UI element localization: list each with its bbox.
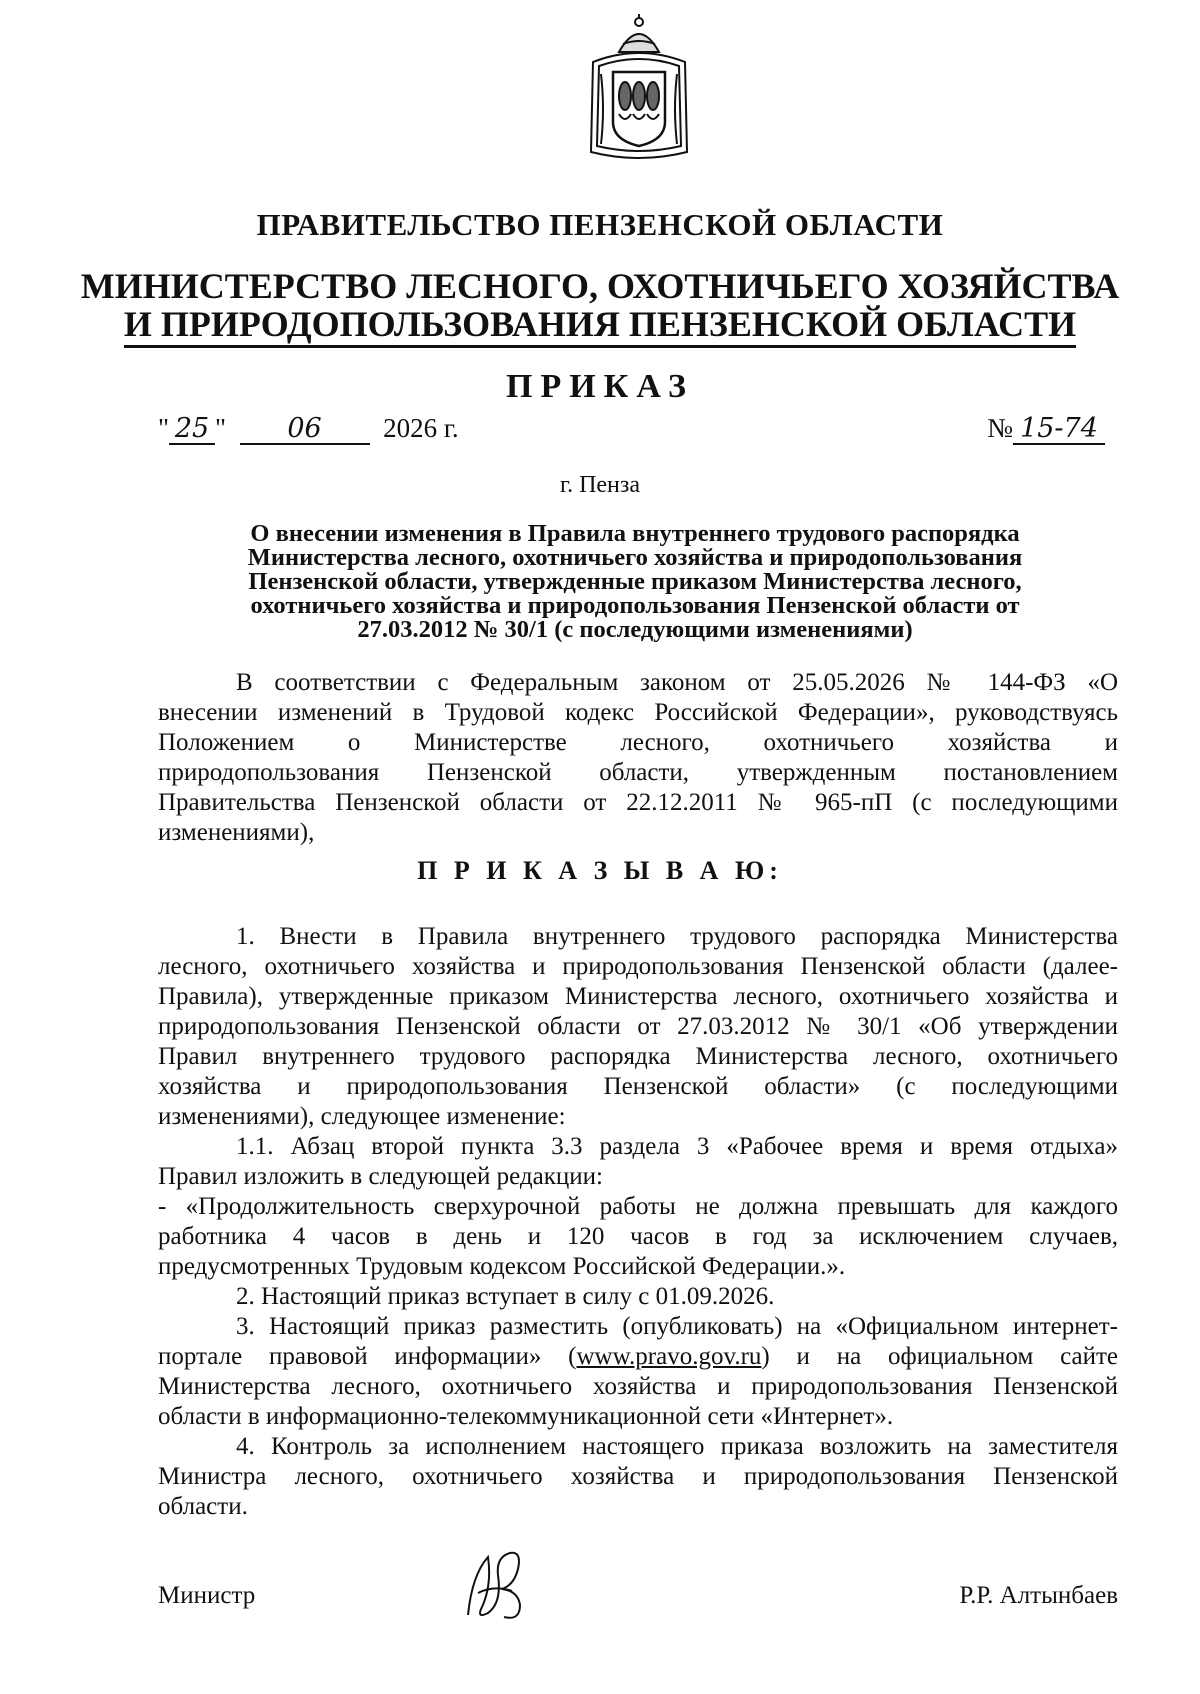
preamble-line: природопользования Пензенской области, утвержденным постановлением: [158, 759, 1118, 786]
clause-3-text-pre: портале правовой информации» (: [158, 1343, 577, 1370]
handwritten-signature-icon: [458, 1545, 538, 1630]
title-line: 27.03.2012 № 30/1 (с последующими изменениями): [357, 616, 913, 643]
pravo-gov-link[interactable]: www.pravo.gov.ru: [576, 1343, 762, 1370]
clause-line: [158, 1342, 1118, 1372]
order-year: 2026 г.: [383, 413, 459, 443]
title-line: Министерства лесного, охотничьего хозяйства и природопользования: [247, 544, 1023, 571]
clause-line: 2. Настоящий приказ вступает в силу с 01.09.2026.: [236, 1283, 775, 1310]
clause-line: Правила), утвержденные приказом Министерства лесного, охотничьего хозяйства и: [158, 983, 1118, 1010]
clause-line: Правил изложить в следующей редакции:: [158, 1163, 603, 1190]
order-title: [170, 522, 1100, 642]
clause-line: Министра лесного, охотничьего хозяйства и природопользования Пензенской: [158, 1463, 1118, 1490]
clause-line: области в информационно-телекоммуникационной сети «Интернет».: [158, 1403, 894, 1430]
clause-1: [158, 922, 1118, 1522]
coat-of-arms-icon: [585, 14, 693, 162]
preamble-line: Положением о Министерстве лесного, охотничьего хозяйства и: [158, 729, 1118, 756]
clause-line: лесного, охотничьего хозяйства и природопользования Пензенской области (далее-: [158, 953, 1118, 980]
government-name: ПРАВИТЕЛЬСТВО ПЕНЗЕНСКОЙ ОБЛАСТИ: [256, 207, 944, 242]
clause-line: Правил внутреннего трудового распорядка Министерства лесного, охотничьего: [158, 1043, 1118, 1070]
ministry-name-line1: МИНИСТЕРСТВО ЛЕСНОГО, ОХОТНИЧЬЕГО ХОЗЯЙСТВА: [80, 266, 1120, 306]
preamble-line: изменениями),: [158, 819, 315, 846]
signatory-name: Р.Р. Алтынбаев: [959, 1582, 1118, 1609]
clause-line: 3. Настоящий приказ разместить (опубликовать) на «Официальном интернет-: [236, 1313, 1118, 1340]
clause-line: 1. Внести в Правила внутреннего трудового распорядка Министерства: [236, 923, 1118, 950]
order-day: 25: [169, 415, 215, 445]
clause-line: области.: [158, 1493, 248, 1520]
ministry-name-line2: [0, 303, 1200, 345]
preamble: [158, 668, 1118, 848]
clause-line: работника 4 часов в день и 120 часов в год за исключением случаев,: [158, 1223, 1118, 1250]
clause-line: хозяйства и природопользования Пензенской области» (с последующими: [158, 1073, 1118, 1100]
clause-line: 4. Контроль за исполнением настоящего приказа возложить на заместителя: [236, 1433, 1118, 1460]
clause-line: 1.1. Абзац второй пункта 3.3 раздела 3 «Рабочее время и время отдыха»: [236, 1133, 1118, 1160]
city: г. Пенза: [559, 472, 641, 498]
title-line: Пензенской области, утвержденные приказом Министерства лесного,: [248, 568, 1022, 595]
order-date: " 25 " 06 2026 г.: [158, 413, 459, 444]
title-line: О внесении изменения в Правила внутреннего трудового распорядка: [250, 520, 1020, 547]
clause-line: природопользования Пензенской области от 27.03.2012 № 30/1 «Об утверждении: [158, 1013, 1118, 1040]
clause-line: изменениями), следующее изменение:: [158, 1103, 566, 1130]
ministry-name-line2-text: И ПРИРОДОПОЛЬЗОВАНИЯ ПЕНЗЕНСКОЙ ОБЛАСТИ: [124, 304, 1076, 348]
signatory-position: Министр: [158, 1582, 256, 1609]
title-line: охотничьего хозяйства и природопользования Пензенской области от: [250, 592, 1020, 619]
clause-3-text-post: ) и на официальном сайте: [761, 1343, 1118, 1370]
order-number-value: 15-74: [1013, 415, 1105, 445]
order-month: 06: [240, 415, 370, 445]
order-number: [987, 413, 1105, 445]
order-number-prefix: №: [987, 413, 1013, 443]
preamble-line: Правительства Пензенской области от 22.12.2011 № 965-пП (с последующими: [158, 789, 1118, 816]
preamble-line: В соответствии с Федеральным законом от 25.05.2026 № 144-ФЗ «О: [236, 669, 1118, 696]
preamble-line: внесении изменений в Трудовой кодекс Российской Федерации», руководствуясь: [158, 699, 1118, 726]
clause-line: - «Продолжительность сверхурочной работы не должна превышать для каждого: [158, 1193, 1118, 1220]
clause-line: предусмотренных Трудовым кодексом Российской Федерации.».: [158, 1253, 846, 1280]
clause-line: Министерства лесного, охотничьего хозяйства и природопользования Пензенской: [158, 1373, 1118, 1400]
decree-word: П Р И К А З Ы В А Ю:: [417, 856, 783, 885]
document-type: ПРИКАЗ: [506, 368, 694, 405]
